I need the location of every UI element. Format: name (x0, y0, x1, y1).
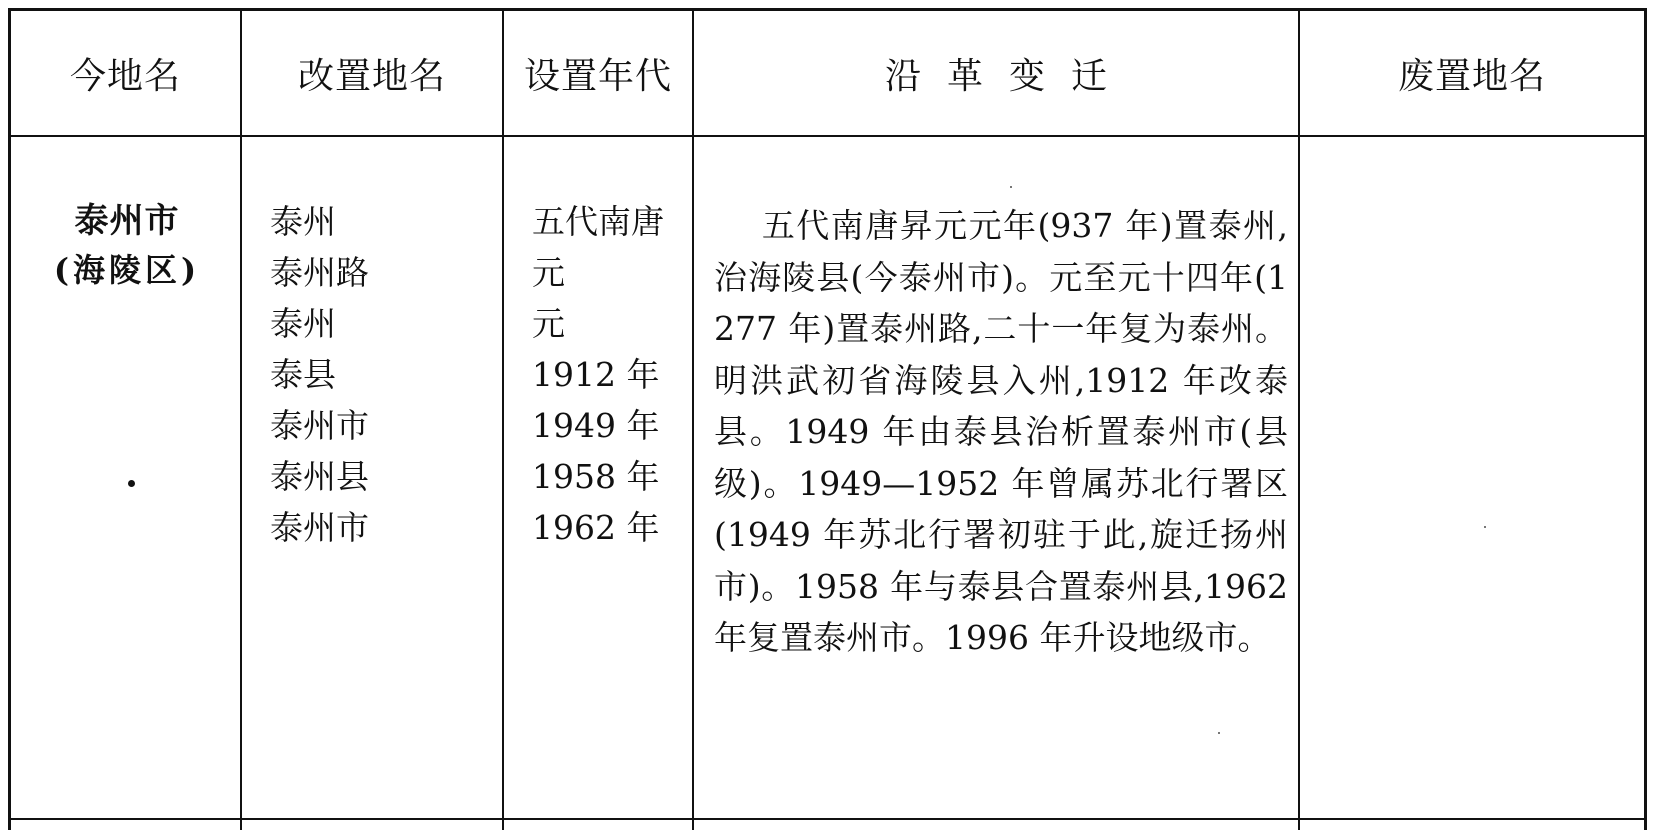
bullet-mark (128, 480, 135, 487)
cell-history: 五代南唐昇元元年(937 年)置泰州,治海陵县(今泰州市)。元至元十四年(1277 年)置泰州路,二十一年复为泰州。明洪武初省海陵县入州,1912 年改泰县。1949 年由泰县治析置泰州市(县级)。1949—1952 年曾属苏北行署区(1949 年苏北行署初驻于此,旋迁扬州市)。1958 年与泰县合置泰州县,1962 年复置泰州市。1996 年升设地级市。 (714, 206, 1288, 657)
changed-name-item: 泰州 (270, 304, 336, 343)
cell-changed-names (270, 196, 369, 553)
set-era-item: 1912 年 (532, 355, 660, 394)
today-district: (海陵区) (53, 251, 201, 289)
changed-name-item: 泰州 (270, 202, 336, 241)
set-era-item: 五代南唐 (532, 202, 664, 241)
set-era-item: 1962 年 (532, 508, 660, 547)
today-name: 泰州市 (74, 201, 180, 241)
cell-abolished-name (1300, 137, 1644, 818)
changed-name-item: 泰州路 (270, 253, 369, 292)
scan-speck (1218, 732, 1220, 734)
header-set-era: 设置年代 (523, 55, 672, 97)
header-changed-name: 改置地名 (297, 55, 446, 97)
scan-speck (1484, 526, 1486, 528)
header-history: 沿革变迁 (884, 55, 1133, 97)
changed-name-item: 泰州市 (270, 508, 369, 547)
header-abolished-name: 废置地名 (1397, 55, 1546, 97)
scan-speck (1010, 186, 1012, 188)
set-era-item: 1949 年 (532, 406, 660, 445)
changed-name-item: 泰州县 (270, 457, 369, 496)
header-today-name: 今地名 (69, 55, 181, 97)
set-era-item: 1958 年 (532, 457, 660, 496)
cell-today-name (14, 196, 240, 294)
changed-name-item: 泰县 (270, 355, 336, 394)
cell-set-eras (532, 196, 664, 553)
set-era-item: 元 (532, 304, 565, 343)
row-divider (8, 818, 1647, 820)
set-era-item: 元 (532, 253, 565, 292)
changed-name-item: 泰州市 (270, 406, 369, 445)
